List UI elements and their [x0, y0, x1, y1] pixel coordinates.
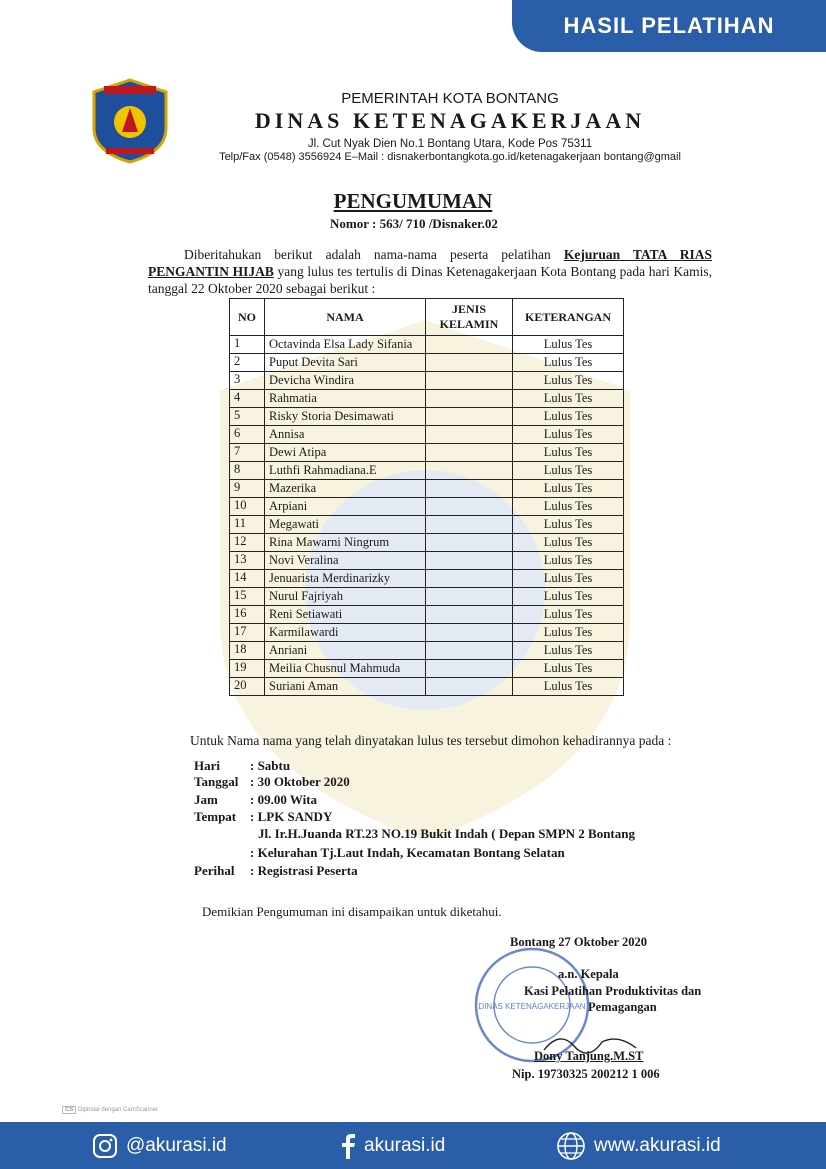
cell-nama: Jenuarista Merdinarizky — [265, 570, 426, 588]
table-row — [230, 372, 624, 390]
cell-jk — [426, 552, 513, 570]
signatory-nip: Nip. 19730325 200212 1 006 — [512, 1067, 660, 1081]
globe-icon — [556, 1131, 586, 1161]
signature-an: a.n. Kepala — [558, 967, 619, 981]
cell-no: 6 — [230, 426, 265, 444]
detail-alamat-2: : Kelurahan Tj.Laut Indah, Kecamatan Bontang Selatan — [250, 845, 565, 860]
cell-ket: Lulus Tes — [513, 426, 624, 444]
footer-facebook[interactable] — [340, 1122, 445, 1169]
participant-table — [229, 298, 624, 696]
footer-instagram[interactable] — [92, 1122, 227, 1169]
signature-role-1: Kasi Pelatihan Produktivitas dan — [524, 984, 702, 998]
cell-ket: Lulus Tes — [513, 570, 624, 588]
header-contact: Telp/Fax (0548) 3556924 E–Mail : disnakerbontangkota.go.id/ketenagakerjaan bontang@gmail — [219, 151, 681, 163]
cell-no: 19 — [230, 660, 265, 678]
table-row — [230, 660, 624, 678]
detail-tanggal: Tanggal : 30 Oktober 2020 — [194, 774, 350, 789]
cell-jk — [426, 480, 513, 498]
table-row — [230, 480, 624, 498]
cell-ket: Lulus Tes — [513, 480, 624, 498]
table-row — [230, 336, 624, 354]
cell-jk — [426, 372, 513, 390]
cell-no: 12 — [230, 534, 265, 552]
cell-no: 13 — [230, 552, 265, 570]
table-row — [230, 390, 624, 408]
cell-ket: Lulus Tes — [513, 372, 624, 390]
cell-nama: Suriani Aman — [265, 678, 426, 696]
cell-jk — [426, 624, 513, 642]
cell-nama: Nurul Fajriyah — [265, 588, 426, 606]
cell-nama: Rahmatia — [265, 390, 426, 408]
cell-jk — [426, 498, 513, 516]
document-number: Nomor : 563/ 710 /Disnaker.02 — [330, 216, 498, 231]
cell-ket: Lulus Tes — [513, 660, 624, 678]
column-header: JENIS KELAMIN — [426, 299, 513, 336]
cell-nama: Puput Devita Sari — [265, 354, 426, 372]
cell-ket: Lulus Tes — [513, 678, 624, 696]
cell-ket: Lulus Tes — [513, 336, 624, 354]
cell-ket: Lulus Tes — [513, 462, 624, 480]
column-header: NAMA — [265, 299, 426, 336]
table-row — [230, 516, 624, 534]
cell-no: 4 — [230, 390, 265, 408]
detail-hari: Hari : Sabtu — [194, 758, 291, 773]
cell-no: 9 — [230, 480, 265, 498]
cell-ket: Lulus Tes — [513, 534, 624, 552]
website-url: www.akurasi.id — [594, 1134, 721, 1156]
header-banner: HASIL PELATIHAN — [512, 0, 826, 52]
cell-jk — [426, 408, 513, 426]
facebook-handle: akurasi.id — [364, 1134, 446, 1156]
table-row — [230, 534, 624, 552]
cell-no: 5 — [230, 408, 265, 426]
svg-text:DINAS KETENAGAKERJAAN: DINAS KETENAGAKERJAAN — [478, 1002, 586, 1011]
cell-nama: Dewi Atipa — [265, 444, 426, 462]
table-row — [230, 552, 624, 570]
cell-jk — [426, 678, 513, 696]
page-title: PENGUMUMAN — [333, 189, 493, 213]
cell-ket: Lulus Tes — [513, 516, 624, 534]
cell-ket: Lulus Tes — [513, 444, 624, 462]
table-row — [230, 426, 624, 444]
cell-jk — [426, 354, 513, 372]
cell-jk — [426, 642, 513, 660]
cell-ket: Lulus Tes — [513, 408, 624, 426]
detail-tempat: Tempat : LPK SANDY — [194, 809, 333, 824]
cell-no: 11 — [230, 516, 265, 534]
detail-perihal: Perihal : Registrasi Peserta — [194, 863, 358, 878]
column-header: KETERANGAN — [513, 299, 624, 336]
cell-ket: Lulus Tes — [513, 642, 624, 660]
detail-jam: Jam : 09.00 Wita — [194, 792, 318, 807]
signature-place-date: Bontang 27 Oktober 2020 — [510, 935, 647, 949]
table-row — [230, 588, 624, 606]
cell-jk — [426, 606, 513, 624]
cell-jk — [426, 588, 513, 606]
cell-no: 7 — [230, 444, 265, 462]
cell-jk — [426, 534, 513, 552]
cell-ket: Lulus Tes — [513, 498, 624, 516]
cell-no: 17 — [230, 624, 265, 642]
cell-nama: Reni Setiawati — [265, 606, 426, 624]
cell-ket: Lulus Tes — [513, 624, 624, 642]
cell-no: 16 — [230, 606, 265, 624]
cell-no: 2 — [230, 354, 265, 372]
cell-jk — [426, 570, 513, 588]
cell-jk — [426, 660, 513, 678]
header-agency: DINAS KETENAGAKERJAAN — [254, 108, 646, 133]
header-address: Jl. Cut Nyak Dien No.1 Bontang Utara, Kode Pos 75311 — [307, 138, 593, 150]
column-header: NO — [230, 299, 265, 336]
header-government: PEMERINTAH KOTA BONTANG — [341, 90, 559, 107]
table-row — [230, 624, 624, 642]
detail-alamat-1: Jl. Ir.H.Juanda RT.23 NO.19 Bukit Indah ( Depan SMPN 2 Bontang — [258, 826, 635, 841]
camscanner-label: CS Dipindai dengan CamScanner — [62, 1107, 158, 1113]
cell-nama: Anriani — [265, 642, 426, 660]
cell-nama: Karmilawardi — [265, 624, 426, 642]
table-row — [230, 462, 624, 480]
instagram-handle: @akurasi.id — [126, 1134, 227, 1156]
facebook-icon — [340, 1133, 356, 1159]
cell-nama: Novi Veralina — [265, 552, 426, 570]
cell-jk — [426, 426, 513, 444]
cell-jk — [426, 444, 513, 462]
cell-nama: Rina Mawarni Ningrum — [265, 534, 426, 552]
intro-paragraph: Diberitahukan berikut adalah nama-nama peserta pelatihan Kejuruan TATA RIAS PENGANTIN HIJAB yang lulus tes tertulis di Dinas Ketenagakerjaan Kota Bontang pada hari Kamis, tanggal 22 Oktober 2020 sebagai berikut : — [148, 247, 713, 296]
footer-bar — [0, 1122, 826, 1169]
cell-jk — [426, 390, 513, 408]
table-row — [230, 354, 624, 372]
table-header-row — [230, 299, 624, 336]
cell-nama: Mazerika — [265, 480, 426, 498]
attendance-note: Untuk Nama nama yang telah dinyatakan lulus tes tersebut dimohon kehadirannya pada : — [190, 733, 672, 748]
table-row — [230, 498, 624, 516]
cell-no: 14 — [230, 570, 265, 588]
footer-website[interactable] — [556, 1122, 721, 1169]
cell-nama: Megawati — [265, 516, 426, 534]
cell-no: 15 — [230, 588, 265, 606]
cell-nama: Luthfi Rahmadiana.E — [265, 462, 426, 480]
instagram-icon — [92, 1133, 118, 1159]
kota-bontang-logo — [92, 78, 168, 164]
cell-jk — [426, 336, 513, 354]
signature-role-2: Pemagangan — [588, 1000, 657, 1014]
cell-no: 8 — [230, 462, 265, 480]
cell-ket: Lulus Tes — [513, 588, 624, 606]
signatory-name: Dony Tanjung.M.ST — [534, 1049, 644, 1063]
table-row — [230, 606, 624, 624]
cell-no: 1 — [230, 336, 265, 354]
cell-nama: Octavinda Elsa Lady Sifania — [265, 336, 426, 354]
table-row — [230, 678, 624, 696]
cell-nama: Arpiani — [265, 498, 426, 516]
cell-no: 20 — [230, 678, 265, 696]
cell-no: 10 — [230, 498, 265, 516]
cell-nama: Devicha Windira — [265, 372, 426, 390]
cell-ket: Lulus Tes — [513, 354, 624, 372]
cell-no: 18 — [230, 642, 265, 660]
closing-sentence: Demikian Pengumuman ini disampaikan untuk diketahui. — [202, 904, 502, 919]
cell-jk — [426, 516, 513, 534]
table-row — [230, 642, 624, 660]
table-row — [230, 444, 624, 462]
cell-ket: Lulus Tes — [513, 390, 624, 408]
cell-jk — [426, 462, 513, 480]
cell-ket: Lulus Tes — [513, 552, 624, 570]
table-row — [230, 408, 624, 426]
cell-no: 3 — [230, 372, 265, 390]
cell-nama: Annisa — [265, 426, 426, 444]
cell-nama: Meilia Chusnul Mahmuda — [265, 660, 426, 678]
cell-ket: Lulus Tes — [513, 606, 624, 624]
cell-nama: Risky Storia Desimawati — [265, 408, 426, 426]
table-row — [230, 570, 624, 588]
